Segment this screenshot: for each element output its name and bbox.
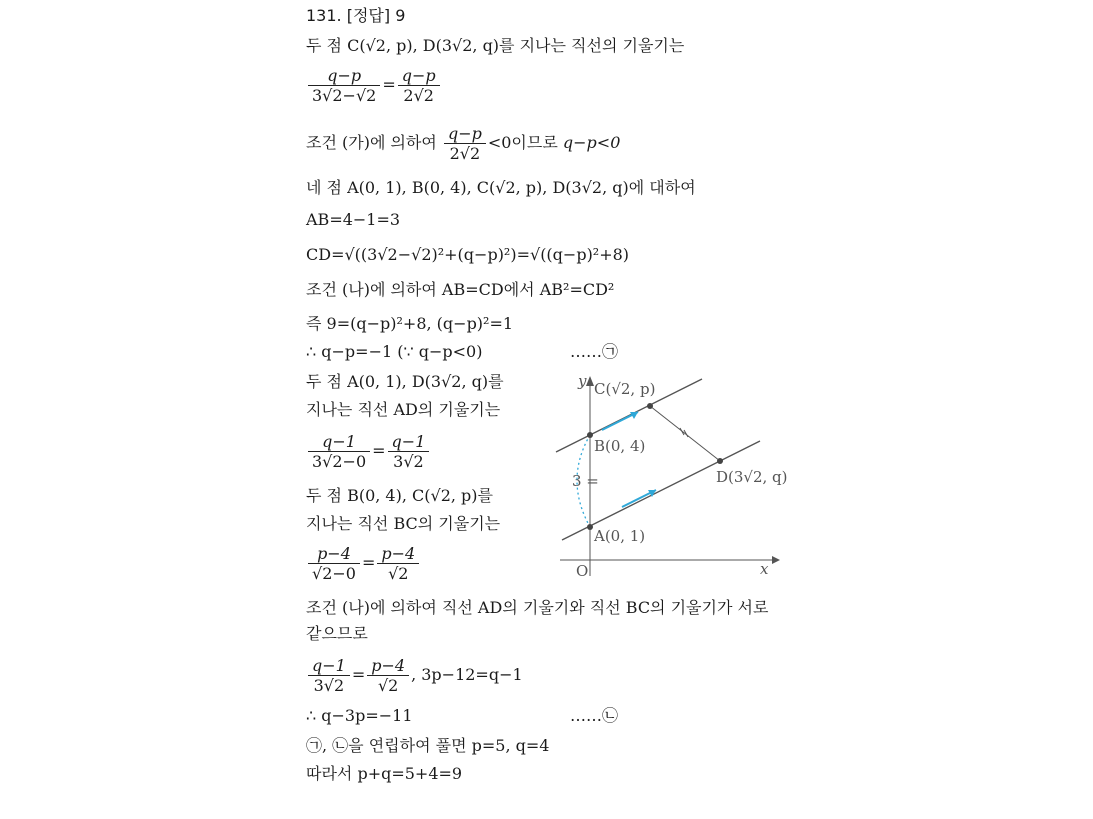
equation-tail: , 3p−12=q−1	[411, 665, 523, 684]
result-1-text: ∴ q−p=−1 (∵ q−p<0)	[306, 342, 483, 361]
numerator: p−4	[377, 544, 419, 564]
equation-marker-1: ……㉠	[570, 342, 619, 361]
numerator: q−1	[388, 432, 430, 452]
fraction-equation	[306, 656, 523, 695]
point-b-label: B(0, 4)	[594, 437, 646, 455]
x-axis-arrow	[772, 556, 780, 564]
condition-ga-result: <0이므로	[487, 133, 558, 152]
fraction	[308, 656, 350, 695]
fraction	[367, 656, 409, 695]
equals: =	[351, 665, 366, 684]
fraction-slope-bc	[306, 544, 421, 583]
segment-cd	[650, 406, 720, 461]
denominator: 2√2	[403, 86, 434, 105]
point-c-label: C(√2, p)	[594, 380, 656, 398]
line-cd-length: CD=√((3√2−√2)²+(q−p)²)=√((q−p)²+8)	[306, 245, 630, 264]
result-2-text: ∴ q−3p=−11	[306, 706, 413, 725]
line-points-bc: 두 점 B(0, 4), C(√2, p)를	[306, 486, 494, 505]
line-therefore-equal: 같으므로	[306, 624, 368, 643]
final-answer: 따라서 p+q=5+4=9	[306, 764, 463, 783]
numerator: q−1	[308, 656, 350, 676]
fraction-slope-ad	[306, 432, 431, 471]
line-equation-1: 즉 9=(q−p)²+8, (q−p)²=1	[306, 314, 514, 333]
numerator: q−p	[308, 66, 380, 86]
numerator: q−p	[444, 124, 486, 144]
fraction	[388, 432, 430, 471]
point-a-label: A(0, 1)	[594, 527, 646, 545]
line-slope-ad-intro: 지나는 직선 AD의 기울기는	[306, 400, 501, 419]
line-slope-bc-intro: 지나는 직선 BC의 기울기는	[306, 514, 501, 533]
numerator: p−4	[308, 544, 360, 564]
line-condition-na-2: 조건 (나)에 의하여 직선 AD의 기울기와 직선 BC의 기울기가 서로	[306, 598, 769, 617]
line-condition-na: 조건 (나)에 의하여 AB=CD에서 AB²=CD²	[306, 280, 615, 299]
numerator: q−1	[308, 432, 370, 452]
point-b	[587, 432, 593, 438]
y-axis-label: y	[578, 372, 587, 390]
fraction	[308, 432, 370, 471]
coordinate-figure	[550, 370, 790, 585]
denominator: √2−0	[312, 564, 356, 583]
line-result-1	[306, 342, 619, 362]
line-points-ad: 두 점 A(0, 1), D(3√2, q)를	[306, 372, 504, 391]
denominator: 3√2	[313, 676, 345, 695]
fraction	[444, 124, 486, 163]
problem-title: 131. [정답] 9	[306, 6, 406, 25]
origin-label: O	[576, 562, 589, 580]
point-d-label: D(3√2, q)	[716, 468, 788, 486]
equation-marker-2: ……㉡	[570, 706, 619, 725]
fraction	[308, 66, 380, 105]
fraction	[398, 66, 440, 105]
line-slope-cd-intro: 두 점 C(√2, p), D(3√2, q)를 지나는 직선의 기울기는	[306, 36, 685, 55]
equals: =	[361, 553, 376, 572]
y-axis-arrow	[586, 376, 594, 386]
denominator: 3√2−0	[312, 452, 367, 471]
equals: =	[382, 75, 396, 94]
tick-mark	[680, 428, 684, 435]
denominator: 3√2	[393, 452, 424, 471]
denominator: 3√2−√2	[312, 86, 377, 105]
denominator: √2	[388, 564, 409, 583]
line-condition-ga	[306, 124, 620, 163]
condition-ga-text: 조건 (가)에 의하여	[306, 133, 437, 152]
point-c	[647, 403, 653, 409]
denominator: 2√2	[449, 144, 481, 163]
line-solve: ㉠, ㉡을 연립하여 풀면 p=5, q=4	[306, 736, 550, 755]
line-result-2	[306, 706, 619, 726]
numerator: q−p	[398, 66, 440, 86]
point-a	[587, 524, 593, 530]
point-d	[717, 458, 723, 464]
line-ab-length: AB=4−1=3	[306, 210, 401, 229]
fraction-slope-cd	[306, 66, 442, 105]
x-axis-label: x	[760, 560, 769, 578]
equals: =	[372, 441, 386, 460]
fraction	[308, 544, 360, 583]
inequality: q−p<0	[562, 133, 621, 152]
numerator: p−4	[367, 656, 409, 676]
distance-label: 3 =	[572, 472, 599, 490]
line-four-points: 네 점 A(0, 1), B(0, 4), C(√2, p), D(3√2, q)에 대하여	[306, 178, 696, 197]
fraction	[377, 544, 419, 583]
denominator: √2	[377, 676, 399, 695]
